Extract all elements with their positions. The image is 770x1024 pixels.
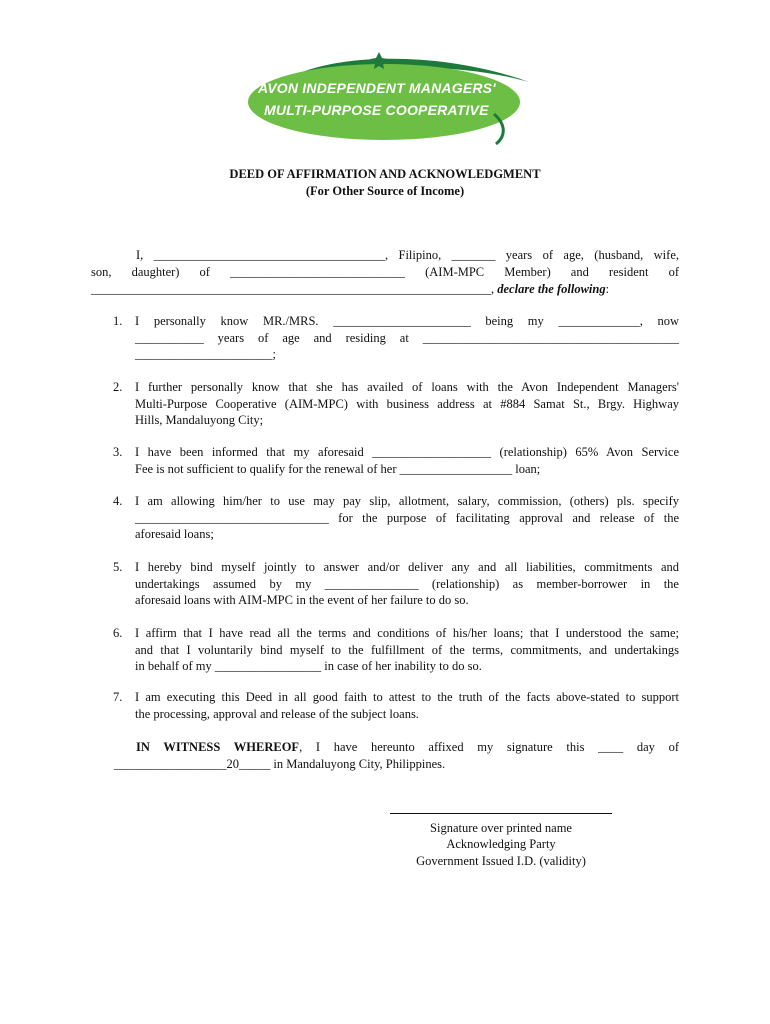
cooperative-logo — [244, 44, 544, 148]
declare-colon: : — [605, 282, 610, 296]
item-body — [135, 493, 679, 543]
item-line: aforesaid loans; — [135, 527, 214, 541]
item-line: and that I voluntarily bind myself to the fulfillment of the terms, commitments, and undertakings — [135, 642, 679, 657]
item-line: aforesaid loans with AIM-MPC in the event of her failure to do so. — [135, 593, 469, 607]
signature-line — [390, 813, 612, 814]
item-body — [135, 559, 679, 609]
item-number: 2. — [113, 380, 123, 394]
witness-heading: IN WITNESS WHEREOF — [136, 740, 300, 754]
item-line: Fee is not sufficient to qualify for the renewal of her __________________ loan; — [135, 461, 541, 476]
item-line: ___________ years of age and residing at _________________________________________ — [135, 330, 679, 345]
item-number: 4. — [113, 494, 123, 508]
acknowledging-party-label: Acknowledging Party — [446, 837, 556, 851]
item-line: I have been informed that my aforesaid ___________________ (relationship) 65% Avon Service — [135, 445, 679, 459]
item-line: Hills, Mandaluyong City; — [135, 413, 264, 427]
item-line: in behalf of my _________________ in case of her inability to do so. — [135, 659, 482, 673]
witness-line-1 — [136, 739, 679, 756]
document-subtitle: (For Other Source of Income) — [305, 184, 465, 198]
intro-line-3 — [91, 281, 679, 298]
item-line: I am allowing him/her to use may pay slip, allotment, salary, commission, (others) pls. specify — [135, 494, 679, 508]
item-body — [135, 313, 679, 363]
item-body — [135, 689, 679, 722]
item-number: 1. — [113, 314, 123, 328]
item-line: ______________________; — [135, 347, 276, 361]
item-line: I hereby bind myself jointly to answer and/or deliver any and all liabilities, commitments and — [135, 560, 679, 574]
intro-blank: ________________________________________________________________, — [91, 282, 495, 296]
item-number: 3. — [113, 445, 123, 459]
intro-line-2: son, daughter) of ____________________________ (AIM-MPC Member) and resident of — [91, 265, 679, 279]
item-line: I personally know MR./MRS. ______________________ being my _____________, now — [135, 314, 679, 328]
item-body — [135, 625, 679, 675]
logo-text-line2: MULTI-PURPOSE COOPERATIVE — [264, 102, 489, 118]
item-number: 7. — [113, 690, 123, 704]
signature-caption: Signature over printed name — [430, 821, 572, 835]
logo-text-line1: AVON INDEPENDENT MANAGERS' — [258, 80, 496, 96]
item-line: undertakings assumed by my _______________ (relationship) as member-borrower in the — [135, 576, 679, 591]
item-line: the processing, approval and release of the subject loans. — [135, 706, 419, 721]
item-body — [135, 444, 679, 477]
item-body — [135, 379, 679, 429]
witness-line-2: __________________20_____ in Mandaluyong City, Philippines. — [114, 757, 446, 771]
document-title: DEED OF AFFIRMATION AND ACKNOWLEDGMENT — [229, 167, 541, 181]
intro-line-1: I, _____________________________________, Filipino, _______ years of age, (husband, wife, — [136, 248, 679, 262]
item-line: I further personally know that she has availed of loans with the Avon Independent Managers' — [135, 380, 679, 394]
item-line: Multi-Purpose Cooperative (AIM-MPC) with business address at #884 Samat St., Brgy. Highway — [135, 396, 679, 411]
item-number: 5. — [113, 560, 123, 574]
government-id-label: Government Issued I.D. (validity) — [416, 854, 586, 868]
item-number: 6. — [113, 626, 123, 640]
logo-ellipse-graphic — [244, 44, 544, 148]
witness-text: , I have hereunto affixed my signature this ____ day of — [299, 740, 679, 754]
item-line: I am executing this Deed in all good faith to attest to the truth of the facts above-stated to support — [135, 690, 679, 704]
item-line: I affirm that I have read all the terms and conditions of his/her loans; that I understood the same; — [135, 626, 679, 640]
declare-phrase: declare the following — [497, 282, 606, 296]
item-line: _______________________________ for the purpose of facilitating approval and release of the — [135, 510, 679, 525]
